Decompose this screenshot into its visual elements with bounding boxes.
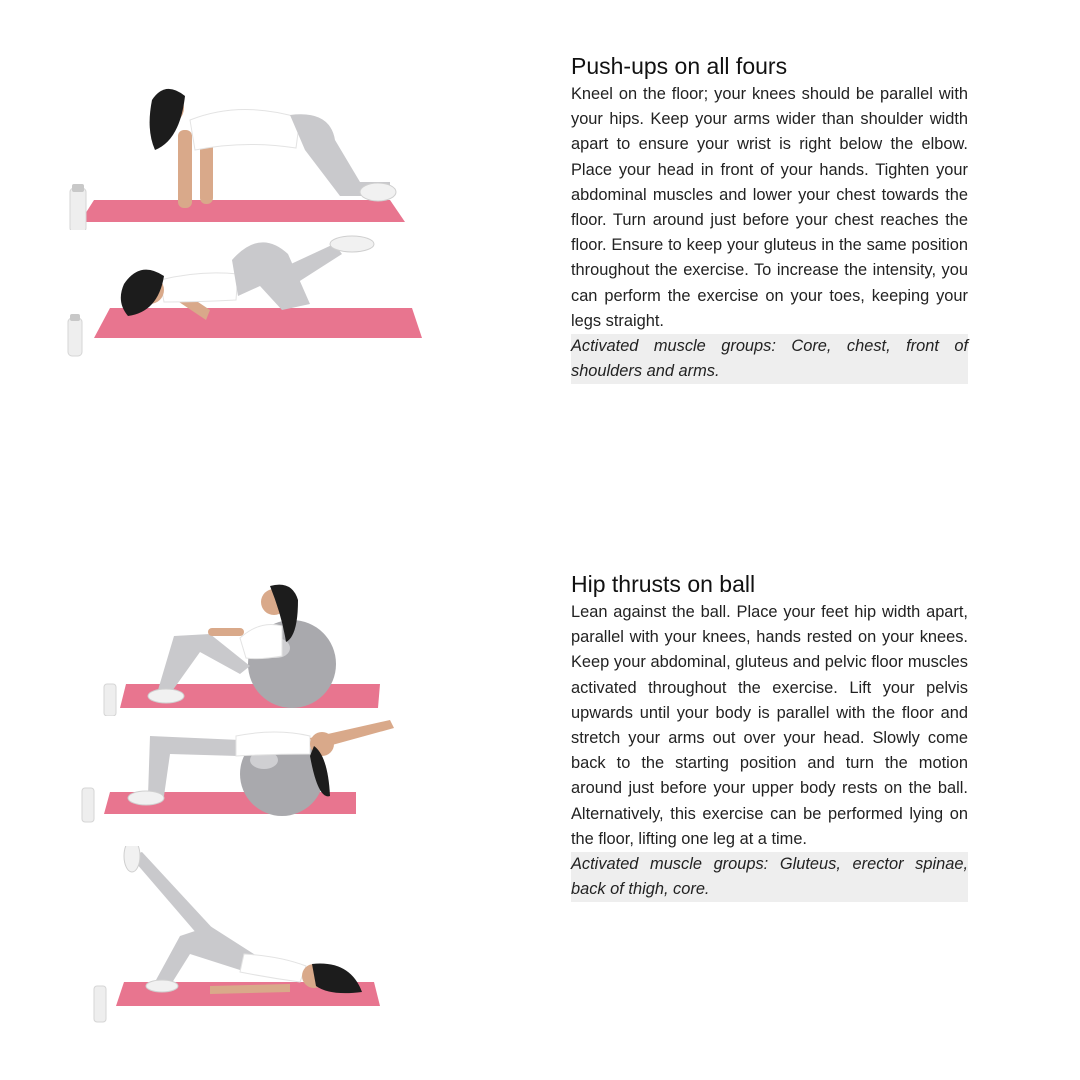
push-ups-photo-lowered xyxy=(60,230,480,370)
activated-muscles: Activated muscle groups: Gluteus, erector spinae, back of thigh, core. xyxy=(571,852,968,902)
push-ups-photo-start xyxy=(60,70,480,230)
hip-thrusts-photo-start xyxy=(60,576,480,716)
hip-thrusts-photos xyxy=(60,576,480,1026)
hip-thrusts-photo-bridge xyxy=(60,716,480,846)
hip-thrusts-photo-floor xyxy=(60,846,480,1026)
exercise-description: Lean against the ball. Place your feet hip width apart, parallel with your knees, hands rested on your knees. Keep your abdominal, gluteus and pelvic floor muscles activated throughout the exercise. Lift your pelvis upwards until your body is parallel with the floor and stretch your arms out over your head. Slowly come back to the starting position and turn the motion around just before your upper body rests on the ball. Alternatively, this exercise can be performed lying on the floor, lifting one leg at a time. xyxy=(571,603,968,848)
push-ups-text xyxy=(571,52,968,384)
exercise-description: Kneel on the floor; your knees should be parallel with your hips. Keep your arms wider than shoulder width apart to ensure your wrist is right below the elbow. Place your head in front of your hands. Tighten your abdominal muscles and lower your chest towards the floor. Turn around just before your chest reaches the floor. Ensure to keep your gluteus in the same position throughout the exercise. To increase the intensity, you can perform the exercise on your toes, keeping your legs straight. xyxy=(571,85,968,330)
exercise-title: Push-ups on all fours xyxy=(571,53,788,79)
exercise-title: Hip thrusts on ball xyxy=(571,571,756,597)
push-ups-photos xyxy=(60,70,480,370)
hip-thrusts-text xyxy=(571,570,968,902)
activated-muscles: Activated muscle groups: Core, chest, front of shoulders and arms. xyxy=(571,334,968,384)
